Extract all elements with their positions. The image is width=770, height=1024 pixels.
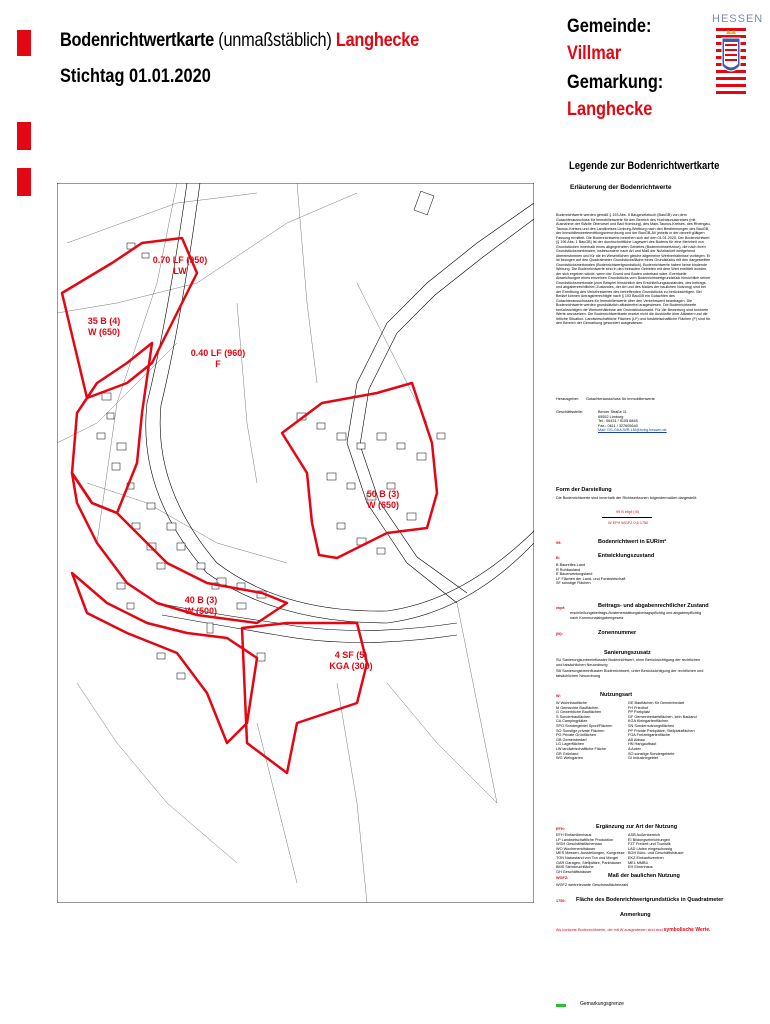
brw-key: 99: [556, 541, 562, 545]
list-item: B Baureifes Land [556, 563, 586, 567]
zone-label-4-line2: W (650) [366, 500, 400, 510]
page-title [60, 30, 419, 52]
brw-title: Bodenrichtwert in EUR/m² [598, 539, 667, 545]
form-divider [602, 517, 652, 518]
list-item: PP Private Parkplätze, Stellplatzflächen [628, 728, 695, 733]
list-item: SF sonstige Flächen [556, 581, 591, 586]
wgfz-key: WGFZ: [556, 876, 569, 880]
list-item: E Bauerwartungsland [556, 572, 593, 577]
form-title: Form der Darstellung [556, 487, 612, 493]
flaeche-title: Fläche des Bodenrichtwertgrundstücks in Quadratmeter [576, 897, 724, 903]
legend-title: Legende zur Bodenrichtwertkarte [569, 160, 720, 172]
hessen-crest-icon [716, 26, 746, 96]
list-item: BMS Steinbruchfläche [556, 865, 594, 870]
beitr-text: erschließungsbeitrags-/kostenerstattungsbetragspflichtig und abgabenpflichtig nach Kommunalabgabengesetz [570, 611, 702, 620]
san-list [556, 658, 706, 678]
zone-label-5-line1: 40 B (3) [184, 595, 218, 605]
list-item: GB Gemeinbedarf [556, 737, 587, 742]
gemarkung-grenze-label: Gemarkungsgrenze [580, 1001, 624, 1007]
list-item: LF Flächen der Land- und Forstwirtschaft [556, 576, 626, 581]
list-item: A Acker [628, 746, 641, 751]
gemarkung-label: Gemarkung: [567, 72, 664, 93]
stichtag: Stichtag 01.01.2020 [60, 66, 211, 87]
list-item: W Wohnbaufläche [556, 701, 587, 705]
list-item: GR Grünland [556, 751, 579, 756]
anm-text-main: Als konkrete Bodenrichtwerte, die mit W ausgewiesen sind sind [556, 928, 663, 932]
list-item: LW landwirtschaftliche Fläche [556, 746, 606, 751]
zone-key: (III): [556, 632, 563, 636]
title-qualifier: (unmaßstäblich) [218, 30, 332, 51]
list-item: M Gemischte Bauflächen [556, 705, 599, 710]
publisher-label: Herausgeber: [556, 397, 580, 401]
zone-label-3-line1: 0.40 LF (960) [190, 348, 246, 358]
entw-key: B: [556, 556, 561, 560]
list-item: GAR Garagen, Stellplätze, Parkhäuser [556, 860, 622, 865]
office-line: 65552 Limburg [598, 414, 624, 419]
art-key: EFH: [556, 827, 565, 831]
list-item: SO Sonstige private Flächen [556, 728, 605, 733]
list-item: KGA Kleingartenflächen [628, 719, 669, 724]
beitr-key: ebpf: [556, 606, 566, 610]
list-item: G Gewerbliche Bauflächen [556, 710, 602, 715]
zone-label-3-line2: F [215, 359, 221, 369]
gemeinde-value: Villmar [567, 43, 622, 64]
zone-label-5-line2: W (500) [184, 606, 218, 616]
office-email-link[interactable]: Mail: GS-GAA-WR-LM@hvbg.hessen.de [598, 428, 667, 433]
zone-label-6-line2: KGA (300) [329, 661, 373, 671]
art-list-right [628, 833, 708, 870]
legend-subtitle: Erläuterung der Bodenrichtwerte [570, 184, 672, 191]
red-marker-3 [17, 168, 31, 196]
list-item: SN Sondernutzungsflächen [628, 723, 675, 728]
list-item: SO sonstige Sondergebiete [628, 751, 675, 756]
list-item: ASB Außenbereich [628, 833, 661, 837]
flaeche-key: 1750: [556, 899, 566, 903]
list-item: EFH Einfamilienhaus [556, 833, 592, 837]
anm-title: Anmerkung [620, 912, 651, 918]
list-item: HN Hangaufbaut [628, 742, 657, 747]
form-example-line2: W EFH WGFZ 0,6 1750 [608, 521, 649, 525]
list-item: TON Naturstand von Ton und Mergel [556, 855, 618, 860]
beitr-title: Beitrags- und abgabenrechtlicher Zustand [598, 603, 709, 609]
title-main: Bodenrichtwertkarte [60, 30, 215, 51]
nutz-title: Nutzungsart [600, 692, 633, 698]
office-label: Geschäftsstelle: [556, 410, 584, 414]
zone-label-6-line1: 4 SF (5) [334, 650, 368, 660]
san-title: Sanierungszusatz [604, 650, 651, 656]
list-item: LP Landwirtschaftliche Produktion [556, 837, 614, 842]
list-item: LG Lagerflächen [556, 742, 585, 747]
title-place: Langhecke [335, 30, 419, 51]
zone-label-2-line1: 35 B (4) [87, 316, 121, 326]
red-marker-1 [17, 30, 31, 56]
entw-title: Entwicklungszustand [598, 553, 655, 559]
list-item: FGA Freizeitgartenfläche [628, 733, 670, 738]
gemarkung-value: Langhecke [567, 99, 653, 120]
list-item: GF Gemeinbedarfsflächen, kein Bauland [628, 714, 697, 719]
office-line: Tel.: 06431 / 9105 6845 [598, 419, 638, 424]
list-item: BGH Büro- und Geschäftshäuser [628, 851, 684, 856]
zone-label-4-line1: 50 B (3) [366, 489, 400, 499]
art-title: Ergänzung zur Art der Nutzung [596, 824, 678, 830]
publisher-block [556, 397, 716, 402]
form-text: Die Bodenrichtwerte sind innerhalb der Richtwertzonen folgendermaßen dargestellt: [556, 496, 697, 500]
anm-text [556, 928, 711, 933]
list-item: WGH Geschäftsflächenbau [556, 842, 603, 847]
anm-text-emph: symbolische Werte. [663, 927, 711, 933]
list-item: PG Private Grünflächen [556, 733, 597, 738]
publisher-value: Gutachterausschuss für Immobilienwerte [586, 397, 655, 401]
list-item: AB Abbau [628, 737, 645, 742]
wgfz-text: WGFZ wertrelevante Geschossflächenzahl [556, 883, 629, 887]
legend-paragraph: Bodenrichtwerte werden gemäß § 193 Abs. 5 Baugesetzbuch (BauGB) von dem Gutachterausschuss für Immobilienwerte für den Bereich des Hochtaunuskreises (mit Ausnahme der Städte Oberursel und Bad Homburg), des Main-Taunus-Kreises, des Rheingau-Taunus-Kreises und des Landkreises Limburg-Weilburg nach den Bestimmungen des BauGB, der Immobilienwertermittlungsverordnung und der BauGB-AV jeweils in der derzeit gültigen Fassung ermittelt. Die Bodenrichtwerte beziehen sich auf den 01.01.2020. Der Bodenrichtwert (§ 196 Abs. 1 BauGB) ist der durchschnittliche Lagewert des Bodens für eine Mehrheit von Grundstücken innerhalb eines abgegrenzten Gebietes (Bodenrichtwertzone), die nach ihren Grundstücksmerkmalen, insbesondere nach Art und Maß der Nutzbarkeit weitgehend übereinstimmen und für die im Wesentlichen gleiche allgemeine Wertverhältnisse vorliegen. Er ist bezogen auf den Quadratmeter Grundstücksfläche eines Grundstücks mit den dargestellten Grundstücksmerkmalen (Bodenrichtwertgrundstück). Bodenrichtwerte haben keine bindende Wirkung. Die Bodenrichtwerte sind in den bebauten Gebieten mit dem Wert ermittelt worden, der sich ergeben würde, wenn der Grund und Boden unbebaut wäre. Eventuelle Abweichungen eines einzelnen Grundstücks vom Bodenrichtwertgrundstück hinsichtlich seiner Grundstücksmerkmale (zum Beispiel hinsichtlich des Erschließungszustandes, des beitrags- und abgabenrechtlichen Zustandes, der Art und des Maßes der baulichen Nutzung) sind bei der Ermittlung des Verkehrswertes des betreffenden Grundstücks zu berücksichtigen. Bei Bedarf können Antragsberechtigte nach § 193 BauGB ein Gutachten des Gutachterausschusses für Immobilienwerte über den Verkehrswert beantragen. Die Bodenrichtwerte werden grundsätzlich altlastenfrei ausgewiesen. Die Bodenrichtwerte berücksichtigen die Wertverhältnisse am Grundstücksmarkt. Für die Bewertung sind konkrete Werte anzusetzen. Die Bodenrichtwertkarte ersetzt nicht die Auskünfte über Altlasten und die örtliche Situation. Landwirtschaftliche Flächen (LF) und forstwirtschaftliche Flächen (F) sind für den Bereich der Gemarkung gesondert ausgewiesen. [556, 213, 711, 325]
office-address [598, 410, 708, 433]
list-item: SPO Sondergebiet Sport/Flächen [556, 723, 613, 728]
list-item: SB Sanierungsbeeinflusster Bodenrichtwert, unter Berücksichtigung der rechtlichen und tatsächlichen Neuordnung [556, 669, 704, 678]
list-item: R Rohbauland [556, 567, 581, 572]
list-item: CA Campingplätze [556, 719, 588, 724]
gemeinde-label: Gemeinde: [567, 16, 652, 37]
list-item: FZT Freizeit und Touristik [628, 842, 671, 847]
list-item: EI Bildungseinrichtungen [628, 837, 671, 842]
art-list-left [556, 833, 626, 874]
nutz-list-left [556, 701, 626, 761]
list-item: LAD Läden eingeschossig [628, 846, 673, 851]
form-example-line1: 99 B ebpf (III) [616, 510, 640, 514]
list-item: MEL MMBü [628, 860, 648, 865]
list-item: SU Sanierungsunbeeinflusster Bodenrichtwert, ohne Berücksichtigung der rechtlichen und tatsächlichen Neuordnung [556, 658, 701, 667]
nutz-list-right [628, 701, 708, 761]
list-item: S Sonderbauflächen [556, 714, 591, 719]
list-item: EH Ehrenhaus [628, 865, 653, 870]
list-item: WO Wochenendhäuser [556, 846, 596, 851]
gemarkung-grenze-swatch [556, 1004, 566, 1007]
list-item: MES Messen, Ausstellungen, Kongresse [556, 851, 625, 856]
hessen-logo-text: HESSEN [712, 13, 764, 25]
list-item: PP Parkplatz [628, 710, 650, 715]
nutz-key: W: [556, 694, 561, 698]
red-marker-2 [17, 122, 31, 150]
office-line: Fax.: 0611 / 327605640 [598, 423, 638, 428]
list-item: EKZ Einkaufszentren [628, 855, 664, 860]
list-item: GE Bauflächen für Gemeinbedarf [628, 701, 685, 705]
zone-map [57, 183, 534, 903]
office-line: Berner Straße 11 [598, 410, 627, 414]
list-item: GH Geschäftshäuser [556, 869, 592, 874]
list-item: WG Weingarten [556, 756, 583, 761]
entw-list [556, 563, 716, 586]
list-item: FH Friedhof [628, 705, 649, 710]
zone-title: Zonennummer [598, 630, 637, 636]
zone-label-1-line2: LW [173, 266, 187, 276]
wgfz-title: Maß der baulichen Nutzung [608, 873, 680, 879]
zone-label-1-line1: 0.70 LF (950) [152, 255, 208, 265]
zone-label-2-line2: W (650) [87, 327, 121, 337]
list-item: GI Industriegebiet [628, 756, 658, 761]
